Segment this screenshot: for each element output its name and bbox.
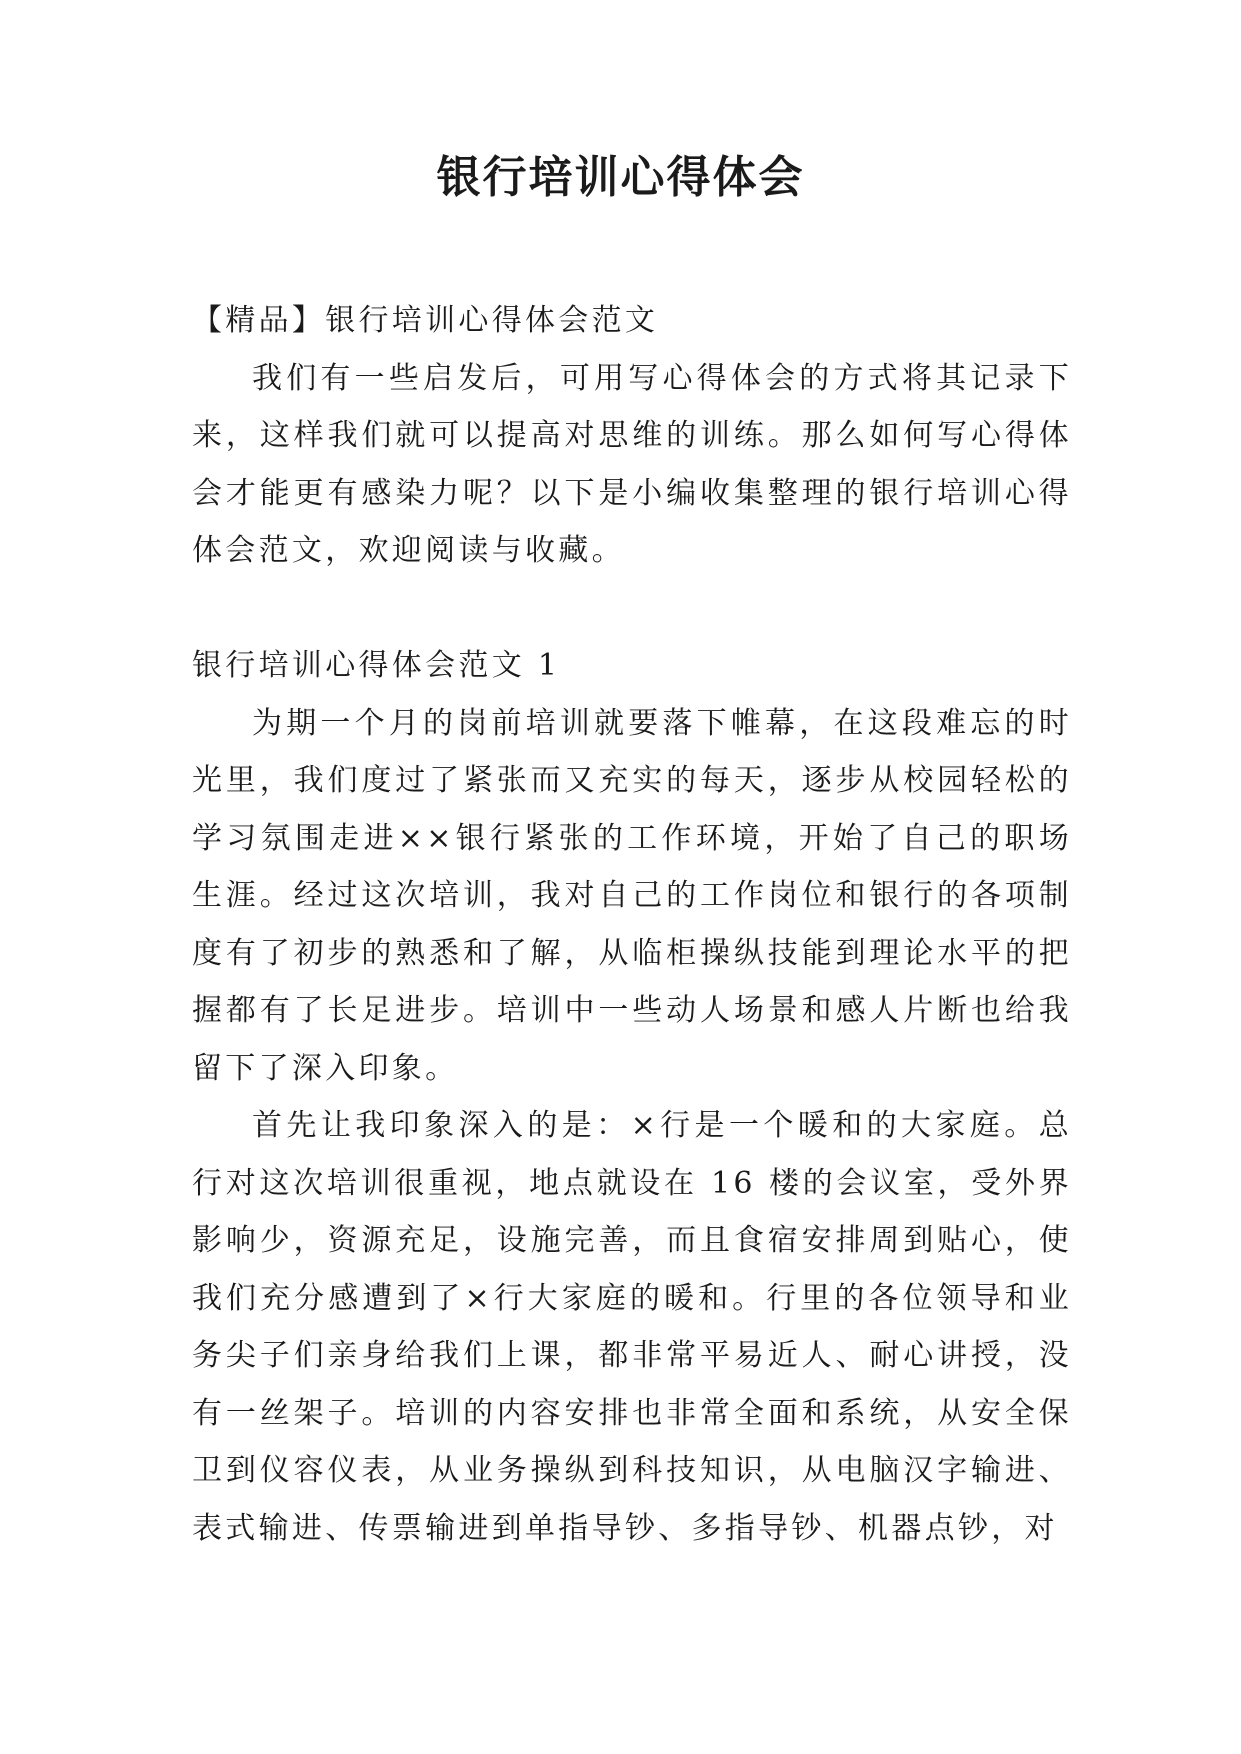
body-paragraph-1: 为期一个月的岗前培训就要落下帷幕，在这段难忘的时光里，我们度过了紧张而又充实的每天，逐步从校园轻松的学习氛围走进××银行紧张的工作环境，开始了自己的职场生涯。经过这次培训，我对自己的工作岗位和银行的各项制度有了初步的熟悉和了解，从临柜操纵技能到理论水平的把握都有了长足进步。培训中一些动人场景和感人片断也给我留下了深入印象。 — [192, 705, 1072, 1086]
body-paragraph-2: 首先让我印象深入的是：×行是一个暖和的大家庭。总行对这次培训很重视，地点就设在 16 楼的会议室，受外界影响少，资源充足，设施完善，而且食宿安排周到贴心，使我们充分感遭到了×行大家庭的暖和。行里的各位领导和业务尖子们亲身给我们上课，都非常平易近人、耐心讲授，没有一丝架子。培训的内容安排也非常全面和系统，从安全保卫到仪容仪表，从业务操纵到科技知识，从电脑汉字输进、表式输进、传票输进到单指导钞、多指导钞、机器点钞，对 — [192, 1108, 1072, 1546]
section-heading: 银行培训心得体会范文 1 — [192, 648, 561, 683]
document-title: 银行培训心得体会 — [436, 152, 805, 203]
document-subtitle: 【精品】银行培训心得体会范文 — [192, 303, 659, 338]
intro-paragraph: 我们有一些启发后，可用写心得体会的方式将其记录下来，这样我们就可以提高对思维的训练。那么如何写心得体会才能更有感染力呢？以下是小编收集整理的银行培训心得体会范文，欢迎阅读与收藏。 — [192, 360, 1072, 568]
document-body — [192, 292, 1072, 1557]
paragraph-spacer — [192, 580, 1072, 638]
